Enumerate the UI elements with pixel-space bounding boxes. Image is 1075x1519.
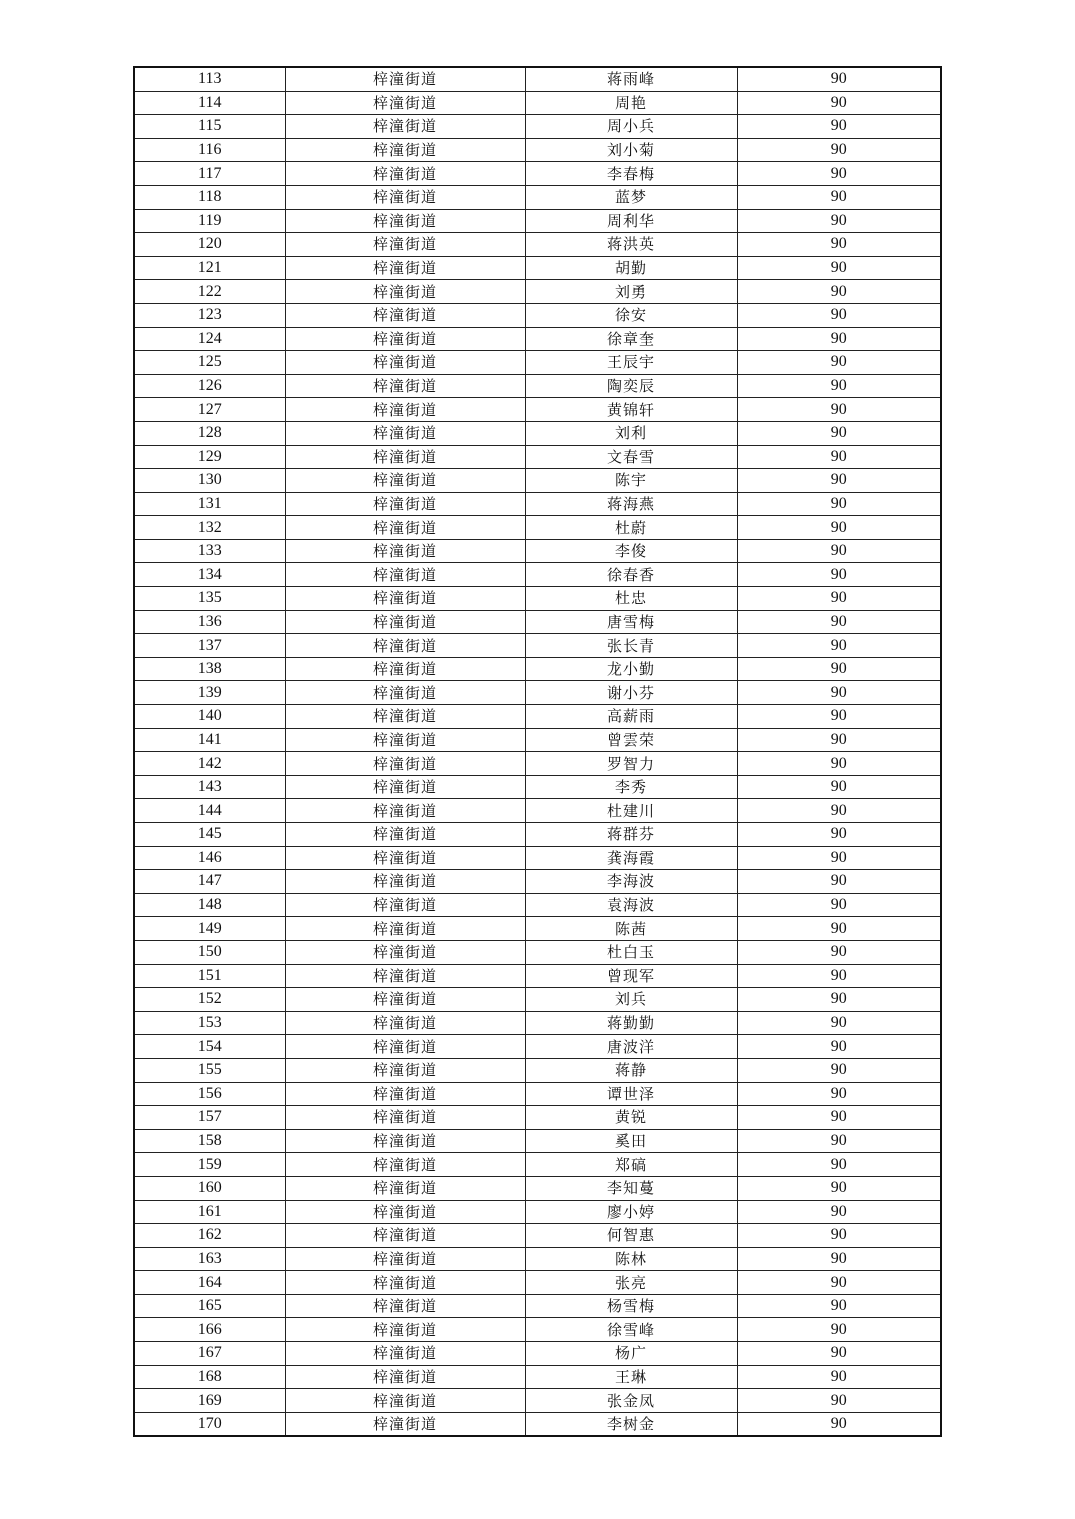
street-cell: 梓潼街道 [285,469,525,493]
street-cell: 梓潼街道 [285,846,525,870]
person-name-cell: 曾雲荣 [525,728,737,752]
table-row [134,705,941,729]
score-cell: 90 [737,91,941,115]
person-name-cell: 陶奕辰 [525,374,737,398]
score-cell: 90 [737,893,941,917]
table-row [134,1271,941,1295]
score-cell: 90 [737,846,941,870]
row-number-cell: 146 [134,846,285,870]
score-cell: 90 [737,728,941,752]
street-cell: 梓潼街道 [285,303,525,327]
row-number-cell: 134 [134,563,285,587]
person-name-cell: 徐雪峰 [525,1318,737,1342]
street-cell: 梓潼街道 [285,516,525,540]
table-row [134,1412,941,1436]
row-number-cell: 139 [134,681,285,705]
table-row [134,351,941,375]
row-number-cell: 156 [134,1082,285,1106]
score-cell: 90 [737,351,941,375]
row-number-cell: 137 [134,634,285,658]
person-name-cell: 奚田 [525,1129,737,1153]
row-number-cell: 165 [134,1294,285,1318]
row-number-cell: 153 [134,1011,285,1035]
table-row [134,138,941,162]
score-cell: 90 [737,374,941,398]
person-name-cell: 蓝梦 [525,185,737,209]
score-cell: 90 [737,138,941,162]
row-number-cell: 149 [134,917,285,941]
street-cell: 梓潼街道 [285,1200,525,1224]
row-number-cell: 148 [134,893,285,917]
street-cell: 梓潼街道 [285,1318,525,1342]
street-cell: 梓潼街道 [285,280,525,304]
table-row [134,256,941,280]
person-name-cell: 蒋洪英 [525,233,737,257]
person-name-cell: 李俊 [525,539,737,563]
person-name-cell: 杜建川 [525,799,737,823]
person-name-cell: 廖小婷 [525,1200,737,1224]
score-cell: 90 [737,1294,941,1318]
row-number-cell: 142 [134,752,285,776]
person-name-cell: 李海波 [525,870,737,894]
score-cell: 90 [737,209,941,233]
row-number-cell: 123 [134,303,285,327]
person-name-cell: 高薪雨 [525,705,737,729]
street-cell: 梓潼街道 [285,91,525,115]
person-name-cell: 曾现军 [525,964,737,988]
row-number-cell: 157 [134,1106,285,1130]
street-cell: 梓潼街道 [285,492,525,516]
street-cell: 梓潼街道 [285,1365,525,1389]
row-number-cell: 133 [134,539,285,563]
person-name-cell: 徐安 [525,303,737,327]
street-cell: 梓潼街道 [285,775,525,799]
person-name-cell: 张亮 [525,1271,737,1295]
table-row [134,893,941,917]
street-cell: 梓潼街道 [285,185,525,209]
street-cell: 梓潼街道 [285,233,525,257]
table-row [134,1035,941,1059]
score-cell: 90 [737,1271,941,1295]
row-number-cell: 166 [134,1318,285,1342]
street-cell: 梓潼街道 [285,162,525,186]
table-row [134,91,941,115]
score-cell: 90 [737,1082,941,1106]
score-cell: 90 [737,1106,941,1130]
street-cell: 梓潼街道 [285,1224,525,1248]
street-cell: 梓潼街道 [285,681,525,705]
table-row [134,1342,941,1366]
score-cell: 90 [737,587,941,611]
person-name-cell: 龙小勤 [525,657,737,681]
score-cell: 90 [737,775,941,799]
row-number-cell: 125 [134,351,285,375]
person-name-cell: 黄锦轩 [525,398,737,422]
person-name-cell: 唐雪梅 [525,610,737,634]
table-row [134,1294,941,1318]
row-number-cell: 117 [134,162,285,186]
score-cell: 90 [737,1200,941,1224]
person-name-cell: 罗智力 [525,752,737,776]
person-name-cell: 杜蔚 [525,516,737,540]
row-number-cell: 144 [134,799,285,823]
person-name-cell: 杨广 [525,1342,737,1366]
person-name-cell: 刘勇 [525,280,737,304]
table-row [134,303,941,327]
row-number-cell: 119 [134,209,285,233]
row-number-cell: 160 [134,1176,285,1200]
row-number-cell: 135 [134,587,285,611]
street-cell: 梓潼街道 [285,398,525,422]
score-cell: 90 [737,610,941,634]
table-row [134,964,941,988]
table-row [134,492,941,516]
row-number-cell: 155 [134,1058,285,1082]
row-number-cell: 113 [134,67,285,91]
score-cell: 90 [737,516,941,540]
score-cell: 90 [737,964,941,988]
table-row [134,610,941,634]
person-name-cell: 陈茜 [525,917,737,941]
row-number-cell: 164 [134,1271,285,1295]
table-row [134,988,941,1012]
row-number-cell: 116 [134,138,285,162]
person-name-cell: 周利华 [525,209,737,233]
score-cell: 90 [737,1365,941,1389]
street-cell: 梓潼街道 [285,374,525,398]
table-row [134,1318,941,1342]
table-row [134,1129,941,1153]
score-cell: 90 [737,752,941,776]
street-cell: 梓潼街道 [285,539,525,563]
row-number-cell: 120 [134,233,285,257]
score-cell: 90 [737,799,941,823]
table-row [134,1011,941,1035]
street-cell: 梓潼街道 [285,752,525,776]
row-number-cell: 143 [134,775,285,799]
person-name-cell: 蒋勤勤 [525,1011,737,1035]
row-number-cell: 169 [134,1389,285,1413]
person-name-cell: 蒋静 [525,1058,737,1082]
street-cell: 梓潼街道 [285,1153,525,1177]
street-cell: 梓潼街道 [285,1058,525,1082]
score-cell: 90 [737,563,941,587]
street-cell: 梓潼街道 [285,138,525,162]
row-number-cell: 158 [134,1129,285,1153]
street-cell: 梓潼街道 [285,115,525,139]
roster-table [133,66,942,1437]
table-row [134,185,941,209]
score-cell: 90 [737,1129,941,1153]
row-number-cell: 121 [134,256,285,280]
score-cell: 90 [737,162,941,186]
person-name-cell: 周艳 [525,91,737,115]
street-cell: 梓潼街道 [285,728,525,752]
score-cell: 90 [737,1011,941,1035]
row-number-cell: 131 [134,492,285,516]
score-cell: 90 [737,823,941,847]
score-cell: 90 [737,1058,941,1082]
score-cell: 90 [737,115,941,139]
table-row [134,1247,941,1271]
street-cell: 梓潼街道 [285,1294,525,1318]
row-number-cell: 127 [134,398,285,422]
score-cell: 90 [737,327,941,351]
person-name-cell: 王琳 [525,1365,737,1389]
table-row [134,1058,941,1082]
table-row [134,634,941,658]
table-row [134,870,941,894]
row-number-cell: 130 [134,469,285,493]
row-number-cell: 163 [134,1247,285,1271]
street-cell: 梓潼街道 [285,657,525,681]
table-row [134,539,941,563]
person-name-cell: 陈宇 [525,469,737,493]
person-name-cell: 刘小菊 [525,138,737,162]
table-row [134,1153,941,1177]
table-row [134,846,941,870]
table-row [134,67,941,91]
score-cell: 90 [737,1247,941,1271]
row-number-cell: 168 [134,1365,285,1389]
table-row [134,752,941,776]
street-cell: 梓潼街道 [285,1106,525,1130]
street-cell: 梓潼街道 [285,1412,525,1436]
street-cell: 梓潼街道 [285,67,525,91]
street-cell: 梓潼街道 [285,1011,525,1035]
table-row [134,327,941,351]
table-row [134,1389,941,1413]
person-name-cell: 杨雪梅 [525,1294,737,1318]
score-cell: 90 [737,1035,941,1059]
table-row [134,823,941,847]
table-row [134,681,941,705]
row-number-cell: 147 [134,870,285,894]
table-row [134,1176,941,1200]
street-cell: 梓潼街道 [285,823,525,847]
person-name-cell: 陈林 [525,1247,737,1271]
score-cell: 90 [737,421,941,445]
street-cell: 梓潼街道 [285,256,525,280]
table-row [134,657,941,681]
street-cell: 梓潼街道 [285,1035,525,1059]
person-name-cell: 蒋海燕 [525,492,737,516]
street-cell: 梓潼街道 [285,1389,525,1413]
score-cell: 90 [737,1412,941,1436]
person-name-cell: 刘兵 [525,988,737,1012]
person-name-cell: 蒋群芬 [525,823,737,847]
street-cell: 梓潼街道 [285,1271,525,1295]
person-name-cell: 文春雪 [525,445,737,469]
street-cell: 梓潼街道 [285,988,525,1012]
person-name-cell: 杜白玉 [525,940,737,964]
score-cell: 90 [737,469,941,493]
row-number-cell: 152 [134,988,285,1012]
row-number-cell: 162 [134,1224,285,1248]
person-name-cell: 张长青 [525,634,737,658]
score-cell: 90 [737,233,941,257]
score-cell: 90 [737,634,941,658]
table-row [134,209,941,233]
table-row [134,1224,941,1248]
score-cell: 90 [737,681,941,705]
row-number-cell: 167 [134,1342,285,1366]
street-cell: 梓潼街道 [285,563,525,587]
person-name-cell: 李秀 [525,775,737,799]
table-row [134,374,941,398]
person-name-cell: 蒋雨峰 [525,67,737,91]
score-cell: 90 [737,940,941,964]
score-cell: 90 [737,256,941,280]
person-name-cell: 刘利 [525,421,737,445]
street-cell: 梓潼街道 [285,610,525,634]
person-name-cell: 胡勤 [525,256,737,280]
person-name-cell: 李春梅 [525,162,737,186]
person-name-cell: 谭世泽 [525,1082,737,1106]
person-name-cell: 李树金 [525,1412,737,1436]
person-name-cell: 杜忠 [525,587,737,611]
table-row [134,775,941,799]
street-cell: 梓潼街道 [285,445,525,469]
table-row [134,280,941,304]
table-row [134,162,941,186]
table-row [134,1200,941,1224]
score-cell: 90 [737,1153,941,1177]
table-row [134,233,941,257]
street-cell: 梓潼街道 [285,1176,525,1200]
table-row [134,917,941,941]
person-name-cell: 谢小芬 [525,681,737,705]
street-cell: 梓潼街道 [285,351,525,375]
score-cell: 90 [737,1389,941,1413]
score-cell: 90 [737,539,941,563]
table-row [134,421,941,445]
row-number-cell: 159 [134,1153,285,1177]
row-number-cell: 150 [134,940,285,964]
row-number-cell: 154 [134,1035,285,1059]
row-number-cell: 118 [134,185,285,209]
row-number-cell: 124 [134,327,285,351]
row-number-cell: 132 [134,516,285,540]
row-number-cell: 145 [134,823,285,847]
person-name-cell: 徐章奎 [525,327,737,351]
row-number-cell: 128 [134,421,285,445]
person-name-cell: 唐波洋 [525,1035,737,1059]
table-row [134,587,941,611]
row-number-cell: 122 [134,280,285,304]
table-row [134,728,941,752]
street-cell: 梓潼街道 [285,799,525,823]
person-name-cell: 李知蔓 [525,1176,737,1200]
score-cell: 90 [737,870,941,894]
score-cell: 90 [737,445,941,469]
street-cell: 梓潼街道 [285,870,525,894]
person-name-cell: 袁海波 [525,893,737,917]
street-cell: 梓潼街道 [285,587,525,611]
row-number-cell: 114 [134,91,285,115]
street-cell: 梓潼街道 [285,1082,525,1106]
score-cell: 90 [737,1342,941,1366]
row-number-cell: 138 [134,657,285,681]
person-name-cell: 龚海霞 [525,846,737,870]
table-row [134,398,941,422]
table-row [134,115,941,139]
street-cell: 梓潼街道 [285,634,525,658]
row-number-cell: 136 [134,610,285,634]
person-name-cell: 张金凤 [525,1389,737,1413]
table-row [134,445,941,469]
person-name-cell: 黄锐 [525,1106,737,1130]
person-name-cell: 王辰宇 [525,351,737,375]
table-row [134,1365,941,1389]
table-row [134,1106,941,1130]
score-cell: 90 [737,988,941,1012]
street-cell: 梓潼街道 [285,893,525,917]
street-cell: 梓潼街道 [285,421,525,445]
score-cell: 90 [737,185,941,209]
table-row [134,1082,941,1106]
street-cell: 梓潼街道 [285,327,525,351]
score-cell: 90 [737,303,941,327]
score-cell: 90 [737,1176,941,1200]
table-row [134,469,941,493]
person-name-cell: 徐春香 [525,563,737,587]
row-number-cell: 115 [134,115,285,139]
street-cell: 梓潼街道 [285,940,525,964]
score-cell: 90 [737,492,941,516]
row-number-cell: 151 [134,964,285,988]
row-number-cell: 170 [134,1412,285,1436]
table-row [134,940,941,964]
score-cell: 90 [737,1318,941,1342]
person-name-cell: 郑碻 [525,1153,737,1177]
street-cell: 梓潼街道 [285,1247,525,1271]
table-row [134,516,941,540]
score-cell: 90 [737,1224,941,1248]
score-cell: 90 [737,917,941,941]
street-cell: 梓潼街道 [285,964,525,988]
row-number-cell: 140 [134,705,285,729]
row-number-cell: 129 [134,445,285,469]
row-number-cell: 126 [134,374,285,398]
table-row [134,563,941,587]
roster-table-body [134,67,941,1436]
person-name-cell: 周小兵 [525,115,737,139]
row-number-cell: 161 [134,1200,285,1224]
score-cell: 90 [737,657,941,681]
row-number-cell: 141 [134,728,285,752]
score-cell: 90 [737,705,941,729]
score-cell: 90 [737,398,941,422]
score-cell: 90 [737,280,941,304]
table-row [134,799,941,823]
score-cell: 90 [737,67,941,91]
street-cell: 梓潼街道 [285,917,525,941]
street-cell: 梓潼街道 [285,1129,525,1153]
person-name-cell: 何智惠 [525,1224,737,1248]
street-cell: 梓潼街道 [285,209,525,233]
street-cell: 梓潼街道 [285,1342,525,1366]
street-cell: 梓潼街道 [285,705,525,729]
